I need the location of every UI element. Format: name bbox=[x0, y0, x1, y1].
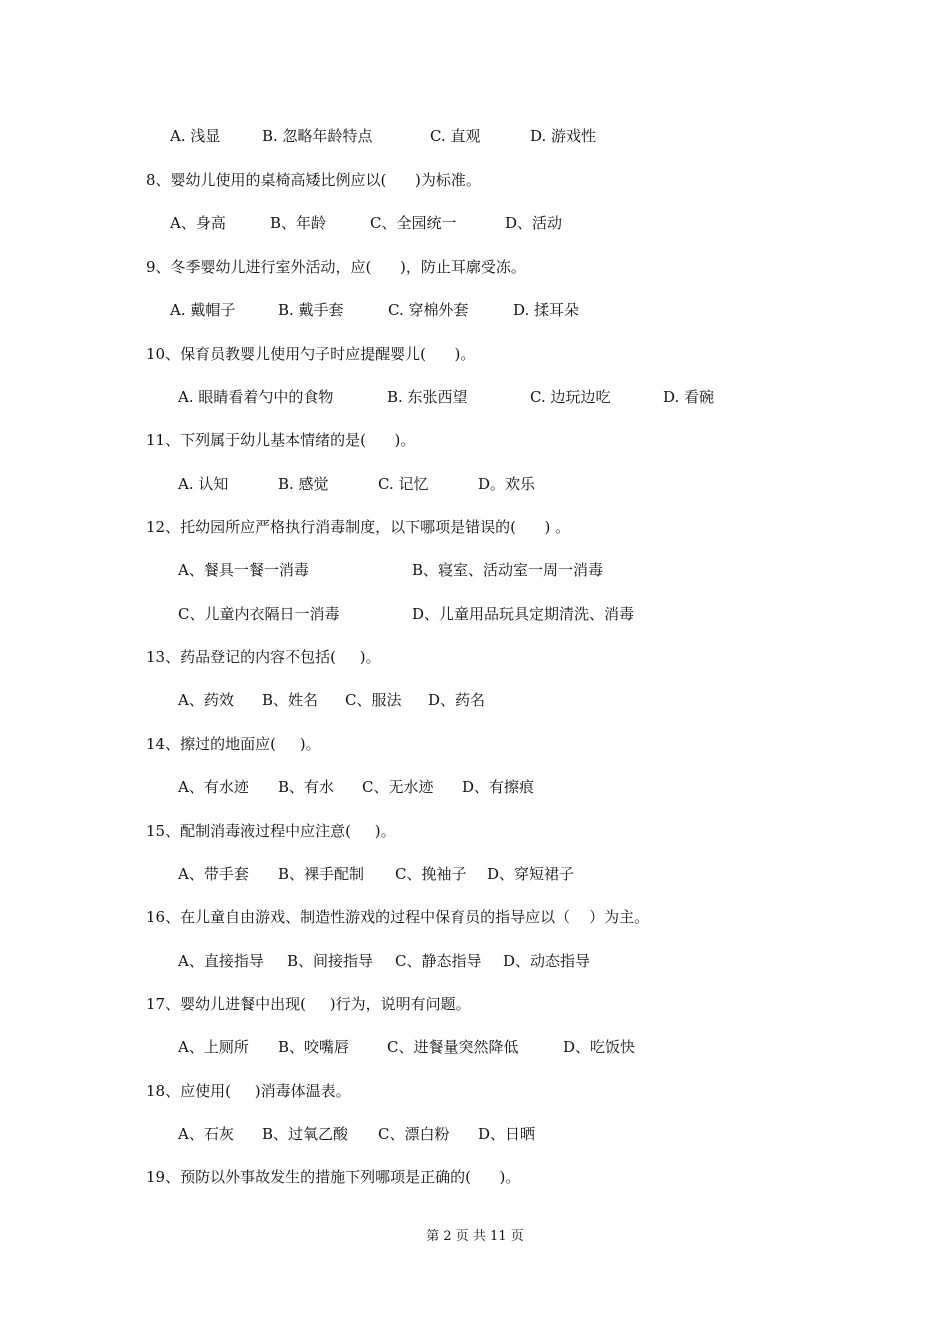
q9-option-a: A. 戴帽子 bbox=[170, 301, 236, 319]
q14-option-b: B、有水 bbox=[278, 778, 335, 796]
q16-option-b: B、间接指导 bbox=[287, 952, 374, 970]
q17-option-b: B、咬嘴唇 bbox=[278, 1038, 350, 1056]
question-12-stem: 12、托幼园所应严格执行消毒制度，以下哪项是错误的( ) 。 bbox=[146, 518, 571, 536]
q7-option-c: C. 直观 bbox=[430, 127, 481, 145]
q9-option-b: B. 戴手套 bbox=[278, 301, 344, 319]
q15-option-d: D、穿短裙子 bbox=[487, 865, 575, 883]
q18-option-d: D、日晒 bbox=[478, 1125, 536, 1143]
question-18-stem: 18、应使用( )消毒体温表。 bbox=[146, 1082, 351, 1100]
q16-option-c: C、静态指导 bbox=[395, 952, 482, 970]
q13-option-c: C、服法 bbox=[345, 691, 402, 709]
q11-option-a: A. 认知 bbox=[178, 475, 229, 493]
question-8-stem: 8、婴幼儿使用的桌椅高矮比例应以( )为标准。 bbox=[146, 171, 481, 189]
question-15-stem: 15、配制消毒液过程中应注意( )。 bbox=[146, 822, 396, 840]
q8-option-c: C、全园统一 bbox=[370, 214, 457, 232]
q13-option-d: D、药名 bbox=[428, 691, 486, 709]
q12-option-b: B、寝室、活动室一周一消毒 bbox=[412, 561, 604, 579]
q13-option-b: B、姓名 bbox=[262, 691, 319, 709]
q18-option-c: C、漂白粉 bbox=[378, 1125, 450, 1143]
q16-option-a: A、直接指导 bbox=[178, 952, 264, 970]
question-11-stem: 11、下列属于幼儿基本情绪的是( )。 bbox=[146, 431, 416, 449]
q17-option-c: C、进餐量突然降低 bbox=[387, 1038, 519, 1056]
q7-option-d: D. 游戏性 bbox=[530, 127, 597, 145]
page-footer: 第 2 页 共 11 页 bbox=[426, 1229, 524, 1244]
q7-option-b: B. 忽略年龄特点 bbox=[262, 127, 373, 145]
q8-option-a: A、身高 bbox=[170, 214, 226, 232]
question-10-stem: 10、保育员教婴儿使用勺子时应提醒婴儿( )。 bbox=[146, 345, 476, 363]
q8-option-d: D、活动 bbox=[505, 214, 563, 232]
q10-option-b: B. 东张西望 bbox=[387, 388, 468, 406]
q7-option-a: A. 浅显 bbox=[170, 127, 221, 145]
q11-option-d: D。欢乐 bbox=[478, 475, 536, 493]
question-9-stem: 9、冬季婴幼儿进行室外活动，应( )，防止耳廓受冻。 bbox=[146, 258, 526, 276]
q10-option-c: C. 边玩边吃 bbox=[530, 388, 611, 406]
question-14-stem: 14、擦过的地面应( )。 bbox=[146, 735, 321, 753]
q11-option-b: B. 感觉 bbox=[278, 475, 329, 493]
q18-option-a: A、石灰 bbox=[178, 1125, 234, 1143]
question-19-stem: 19、预防以外事故发生的措施下列哪项是正确的( )。 bbox=[146, 1168, 521, 1186]
q10-option-a: A. 眼睛看着勺中的食物 bbox=[178, 388, 334, 406]
q11-option-c: C. 记忆 bbox=[378, 475, 429, 493]
q9-option-c: C. 穿棉外套 bbox=[388, 301, 469, 319]
q12-option-c: C、儿童内衣隔日一消毒 bbox=[178, 605, 340, 623]
q17-option-a: A、上厕所 bbox=[178, 1038, 249, 1056]
q14-option-a: A、有水迹 bbox=[178, 778, 249, 796]
q15-option-a: A、带手套 bbox=[178, 865, 249, 883]
q14-option-d: D、有擦痕 bbox=[462, 778, 535, 796]
q13-option-a: A、药效 bbox=[178, 691, 234, 709]
question-17-stem: 17、婴幼儿进餐中出现( )行为，说明有问题。 bbox=[146, 995, 471, 1013]
q16-option-d: D、动态指导 bbox=[503, 952, 591, 970]
q15-option-c: C、挽袖子 bbox=[395, 865, 467, 883]
q8-option-b: B、年龄 bbox=[270, 214, 327, 232]
q15-option-b: B、裸手配制 bbox=[278, 865, 365, 883]
q14-option-c: C、无水迹 bbox=[362, 778, 434, 796]
q18-option-b: B、过氧乙酸 bbox=[262, 1125, 349, 1143]
q12-option-d: D、儿童用品玩具定期清洗、消毒 bbox=[412, 605, 635, 623]
q9-option-d: D. 揉耳朵 bbox=[513, 301, 580, 319]
q17-option-d: D、吃饭快 bbox=[563, 1038, 636, 1056]
question-16-stem: 16、在儿童自由游戏、制造性游戏的过程中保育员的指导应以（ ）为主。 bbox=[146, 908, 650, 926]
q12-option-a: A、餐具一餐一消毒 bbox=[178, 561, 309, 579]
q10-option-d: D. 看碗 bbox=[663, 388, 715, 406]
question-13-stem: 13、药品登记的内容不包括( )。 bbox=[146, 648, 381, 666]
